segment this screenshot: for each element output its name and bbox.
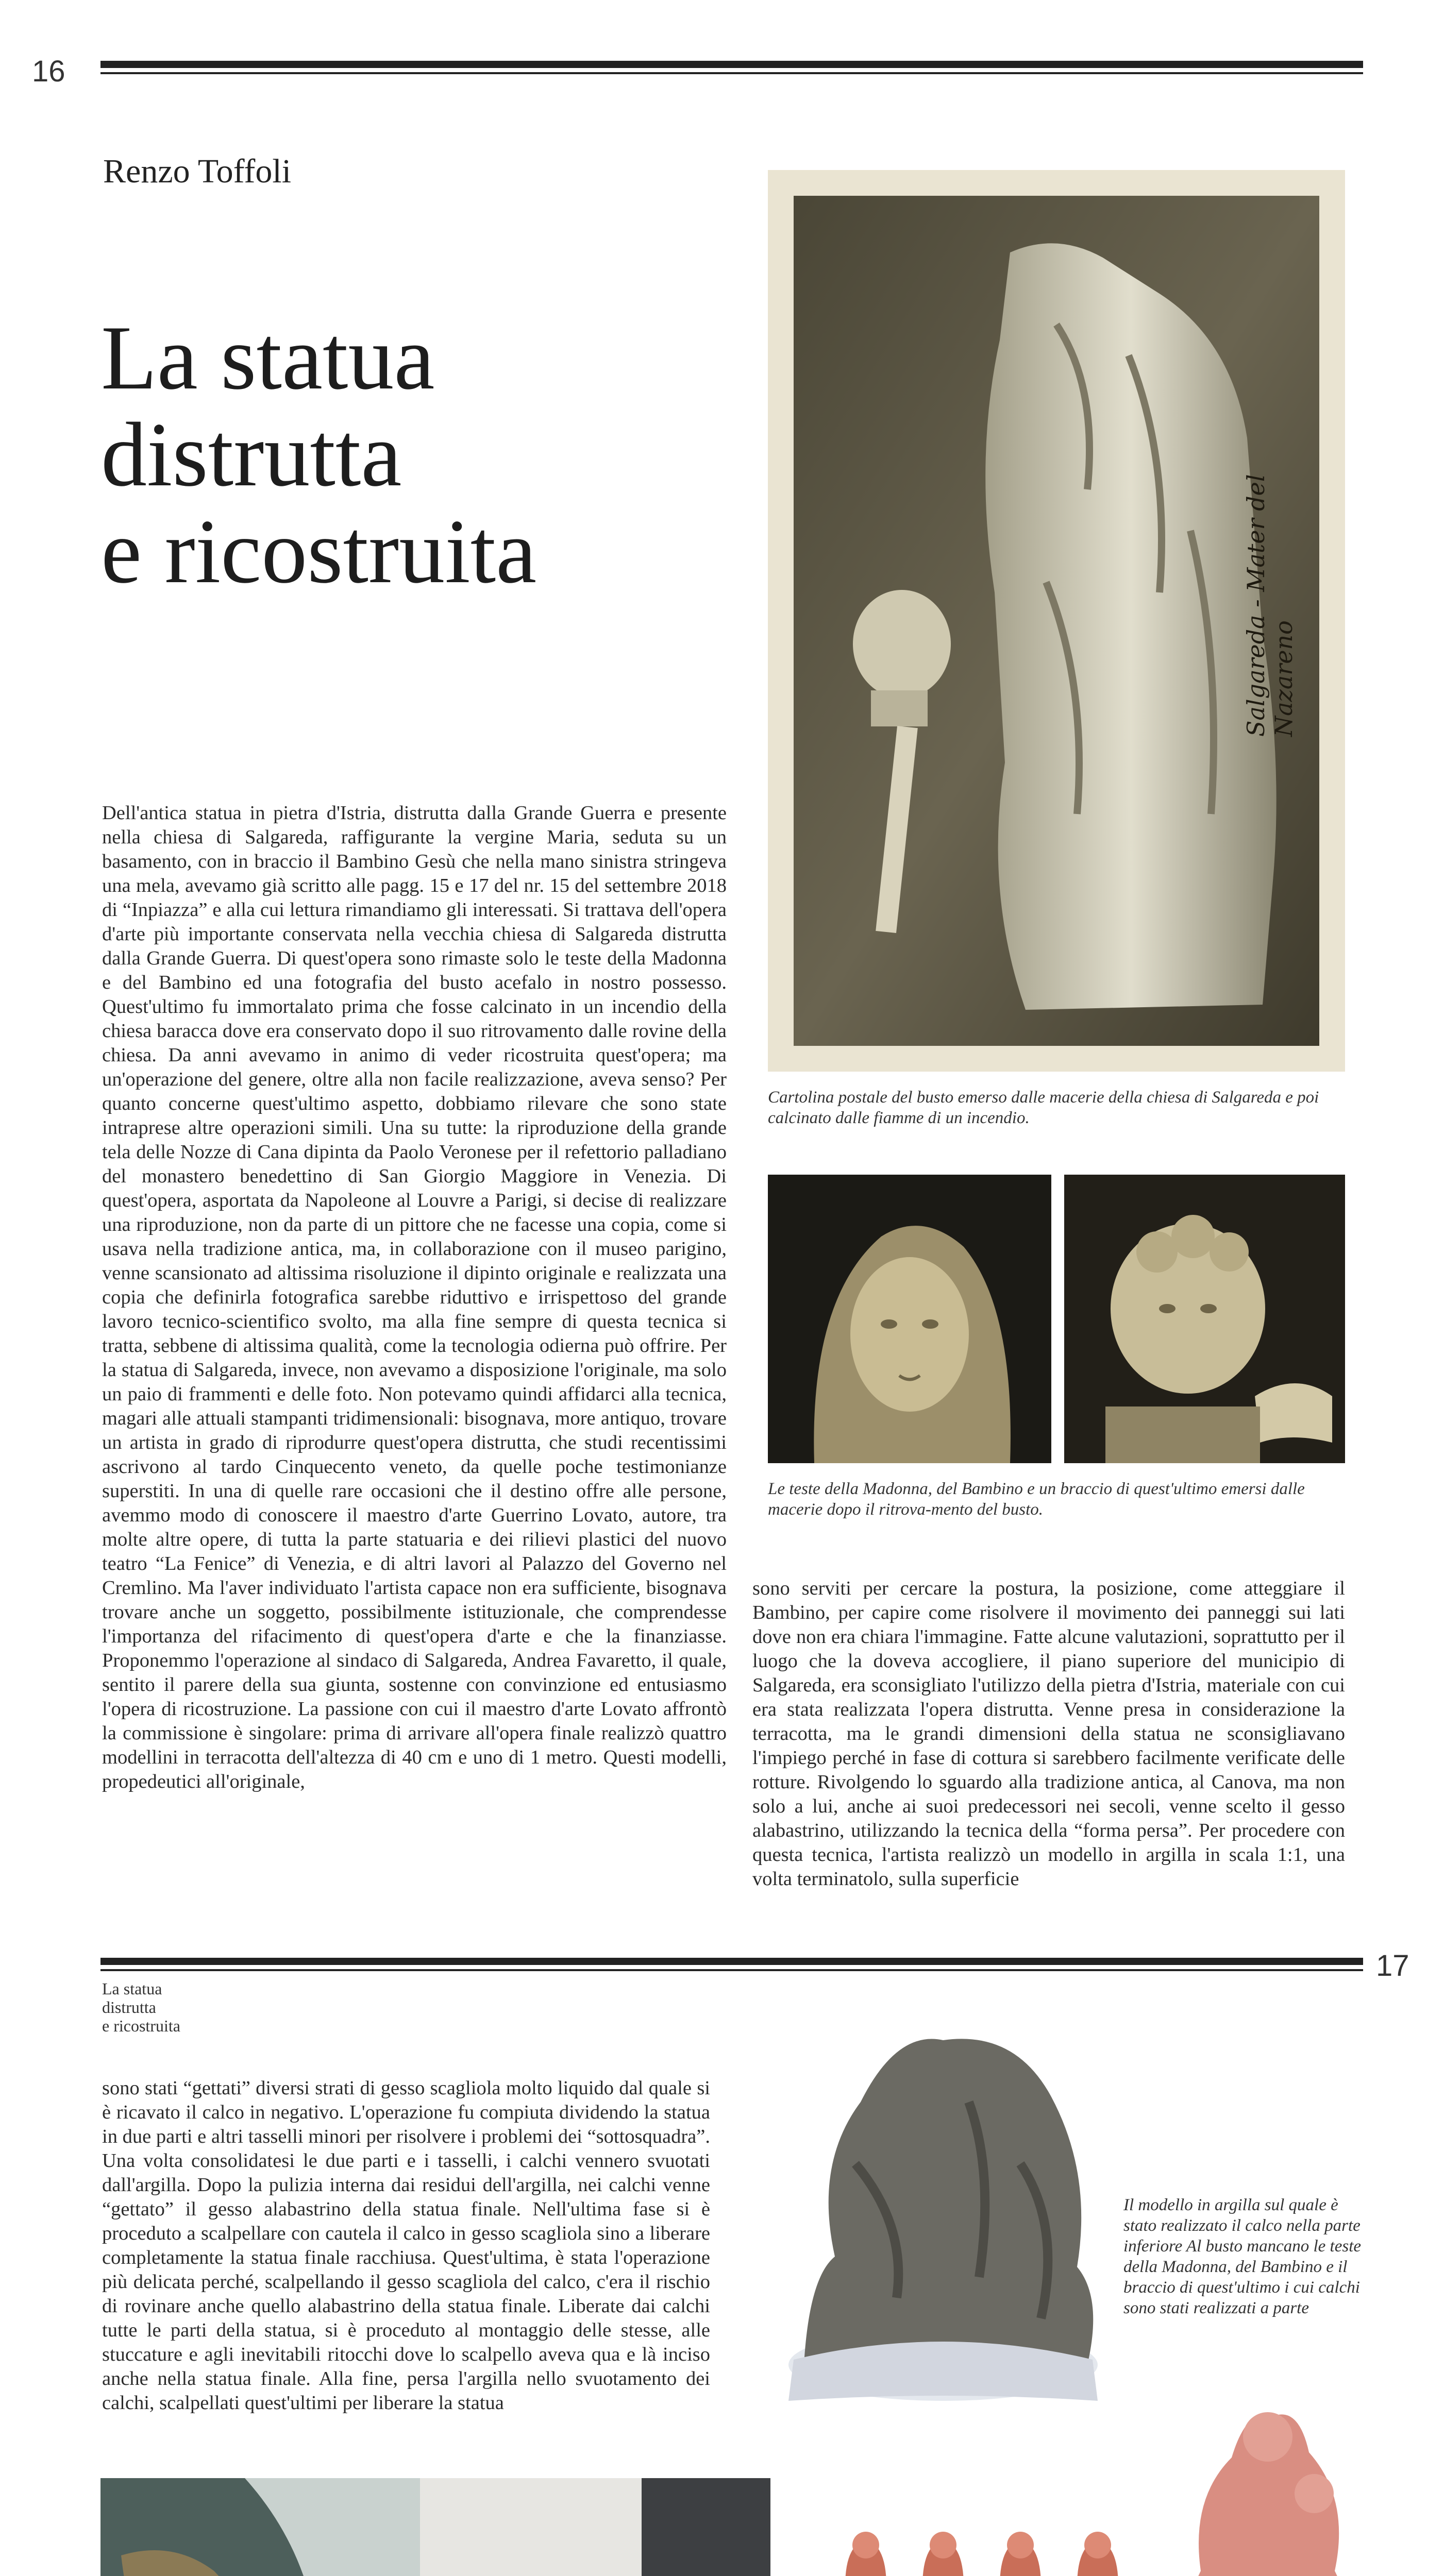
body-column-right: sono serviti per cercare la postura, la posizione, come atteggiare il Bambino, per capire come risolvere il movimento dei panneggi sui lati dove non era chiara l'immagine. Fatte alcune valutazioni, soprattutto per il luogo che la doveva accogliere, il piano superiore del municipio di Salgareda, era sconsigliato l'utilizzo della pietra d'Istria, materiale con cui era stata realizzata l'opera distrutta. Venne presa in considerazione la terracotta, ma le grandi dimensioni della statua ne sconsigliavano l'impiego perché in fase di cottura si sarebbero facilmente verificate delle rotture. Rivolgendo lo sguardo alla tradizione antica, al Canova, ma non solo a lui, anche ai suoi predecessori nei secoli, venne scelto il gesso alabastrino, utilizzando la tecnica della “forma persa”. Per procedere con questa tecnica, l'artista realizzò un modello in argilla in scala 1:1, una volta terminatolo, sulla superficie bbox=[752, 1578, 1345, 1890]
body-column-left: Dell'antica statua in pietra d'Istria, distrutta dalla Grande Guerra e presente nella chiesa di Salgareda, raffigurante la vergine Maria, seduta su un basamento, con in braccio il Bambino Gesù che nella mano sinistra stringeva una mela, avevamo già scritto alle pagg. 15 e 17 del nr. 15 del settembre 2018 di “Inpiazza” e alla cui lettura rimandiamo gli interessati. Si trattava dell'opera d'arte più importante conservata nella vecchia chiesa di Salgareda distrutta dalla Grande Guerra. Di quest'opera sono rimaste solo le teste della Madonna e del Bambino ed una fotografia del busto acefalo in nostro possesso. Quest'ultimo fu immortalato prima che fosse calcinato in un incendio della chiesa baracca dove era conservato dopo il suo ritrovamento dalle rovine della chiesa. Da anni avevamo in animo di veder ricostruita quest'opera; ma un'operazione del genere, oltre alla non facile realizzazione, aveva senso? Per quanto concerne quest'ultimo aspetto, dobbiamo rilevare che sono state intraprese altre operazioni simili. Una su tutte: la riproduzione della grande tela delle Nozze di Cana dipinta da Paolo Veronese per il refettorio palladiano del monastero benedettino di San Giorgio Maggiore in Venezia. Di quest'opera, asportata da Napoleone al Louvre a Parigi, si decise di realizzare una riproduzione, non da parte di un pittore che ne facesse una copia, come si usava nella tradizione antica, ma, in collaborazione con il museo parigino, venne scansionato ad altissima risoluzione il dipinto originale e realizzata una copia che definirla fotografica sarebbe riduttivo e irrispettoso del grande lavoro tecnico-scientifico svolto, ma alla fine sempre di questa tecnica si tratta, sebbene di altissima qualità, come la tecnologia odierna può offrire. Per la statua di Salgareda, invece, non avevamo a disposizione l'originale, ma solo un paio di frammenti e delle foto. Non potevamo quindi affidarci alla tecnica, magari alle attuali stampanti tridimensionali: bisognava, more antiquo, trovare un artista in grado di riprodurre quest'opera distrutta, che studi recentissimi ascrivono al tardo Cinquecento veneto, da quelle poche testimonianze superstiti. In una di quelle rare occasioni che il destino offre alle persone, avemmo modo di conoscere il maestro d'arte Guerrino Lovato, autore, tra molte altre opere, di tutta la parte statuaria e dei rilievi plastici del nuovo teatro “La Fenice” di Venezia, e di altri lavori al Palazzo del Governo nel Cremlino. Ma l'aver individuato l'artista capace non era sufficiente, bisognava trovare anche un soggetto, possibilmente istituzionale, che comprendesse l'importanza del rifacimento di quest'opera d'arte e che la finanziasse. Proponemmo l'operazione al sindaco di Salgareda, Andrea Favaretto, il quale, sentito il parere della sua giunta, sostenne con convinzione ed entusiasmo l'opera di ricostruzione. La passione con cui il maestro d'arte Lovato affrontò la commissione è singolare: prima di arrivare all'opera finale realizzò quattro modellini in terracotta dell'altezza di 40 cm e uno di 1 metro. Questi modelli, propedeutici all'originale, bbox=[102, 802, 727, 1792]
top-rule-thick bbox=[100, 61, 1363, 68]
title-line-3: e ricostruita bbox=[101, 500, 537, 602]
author-name: Renzo Toffoli bbox=[103, 152, 292, 190]
body-page17-top: sono stati “gettati” diversi strati di gesso scagliola molto liquido dal quale si è ricavato il calco in negativo. L'operazione fu compiuta dividendo la statua in due parti e altri tasselli minori per risolvere i problemi dei “sottosquadra”. Una volta consolidatesi le due parti e i tasselli, i calchi vennero svuotati dall'argilla. Dopo la pulizia interna dai residui dell'argilla, nei calchi venne “gettato” il gesso alabastrino della statua finale. Nell'ultima fase si è proceduto a scalpellare con cautela il calco in gesso scagliola sino a liberare completamente la statua finale racchiusa. Quest'ultima, è stata l'operazione più delicata perché, scalpellando il gesso scagliola del calco, c'era il rischio di rovinare anche quello alabastrino della statua finale. Liberate dai calchi tutte le parti della statua, si è proceduto al montaggio delle stesse, alle stuccature e agli inevitabili ritocchi dove lo scalpello aveva qua e là inciso anche nella statua finale. Alla fine, persa l'argilla nello svuotamento dei calchi, scalpellati quest'ultimi per liberare la statua bbox=[102, 2077, 710, 2414]
page-number-17: 17 bbox=[1376, 1949, 1409, 1982]
child-head-photo bbox=[1064, 1175, 1345, 1463]
top-rule-thin bbox=[100, 72, 1363, 74]
clay-base-photo bbox=[773, 2009, 1113, 2411]
caption-postcard: Cartolina postale del busto emerso dalle macerie della chiesa di Salgareda e poi calcinato dalle fiamme di un incendio. bbox=[768, 1088, 1319, 1127]
article-title bbox=[101, 309, 745, 600]
emptying-cast-photo bbox=[100, 2478, 420, 2576]
running-head-line-3: e ricostruita bbox=[102, 2016, 180, 2035]
postcard-handwriting: Salgareda - Mater del Nazareno bbox=[1242, 474, 1298, 737]
title-line-2: distrutta bbox=[101, 403, 402, 505]
title-line-1: La statua bbox=[101, 307, 435, 409]
page17-rule-thin bbox=[100, 1969, 1363, 1971]
lower-part-photo bbox=[420, 2478, 770, 2576]
running-head bbox=[102, 1979, 180, 2035]
terracotta-models-photo bbox=[819, 2504, 1139, 2576]
page-number-16: 16 bbox=[32, 55, 65, 88]
terracotta-large-photo bbox=[1154, 2375, 1371, 2576]
postcard-photo bbox=[768, 170, 1345, 1072]
running-head-line-2: distrutta bbox=[102, 1998, 156, 2016]
caption-clay-top: Il modello in argilla sul quale è stato realizzato il calco nella parte inferiore Al busto mancano le teste della Madonna, del Bambino e il braccio di quest'ultimo i cui calchi sono stati realizzati a parte bbox=[1123, 2196, 1362, 2317]
caption-heads: Le teste della Madonna, del Bambino e un braccio di quest'ultimo emersi dalle macerie dopo il ritrova-mento del busto. bbox=[768, 1480, 1305, 1519]
page17-rule-thick bbox=[100, 1958, 1363, 1965]
running-head-line-1: La statua bbox=[102, 1979, 162, 1998]
madonna-head-photo bbox=[768, 1175, 1051, 1463]
